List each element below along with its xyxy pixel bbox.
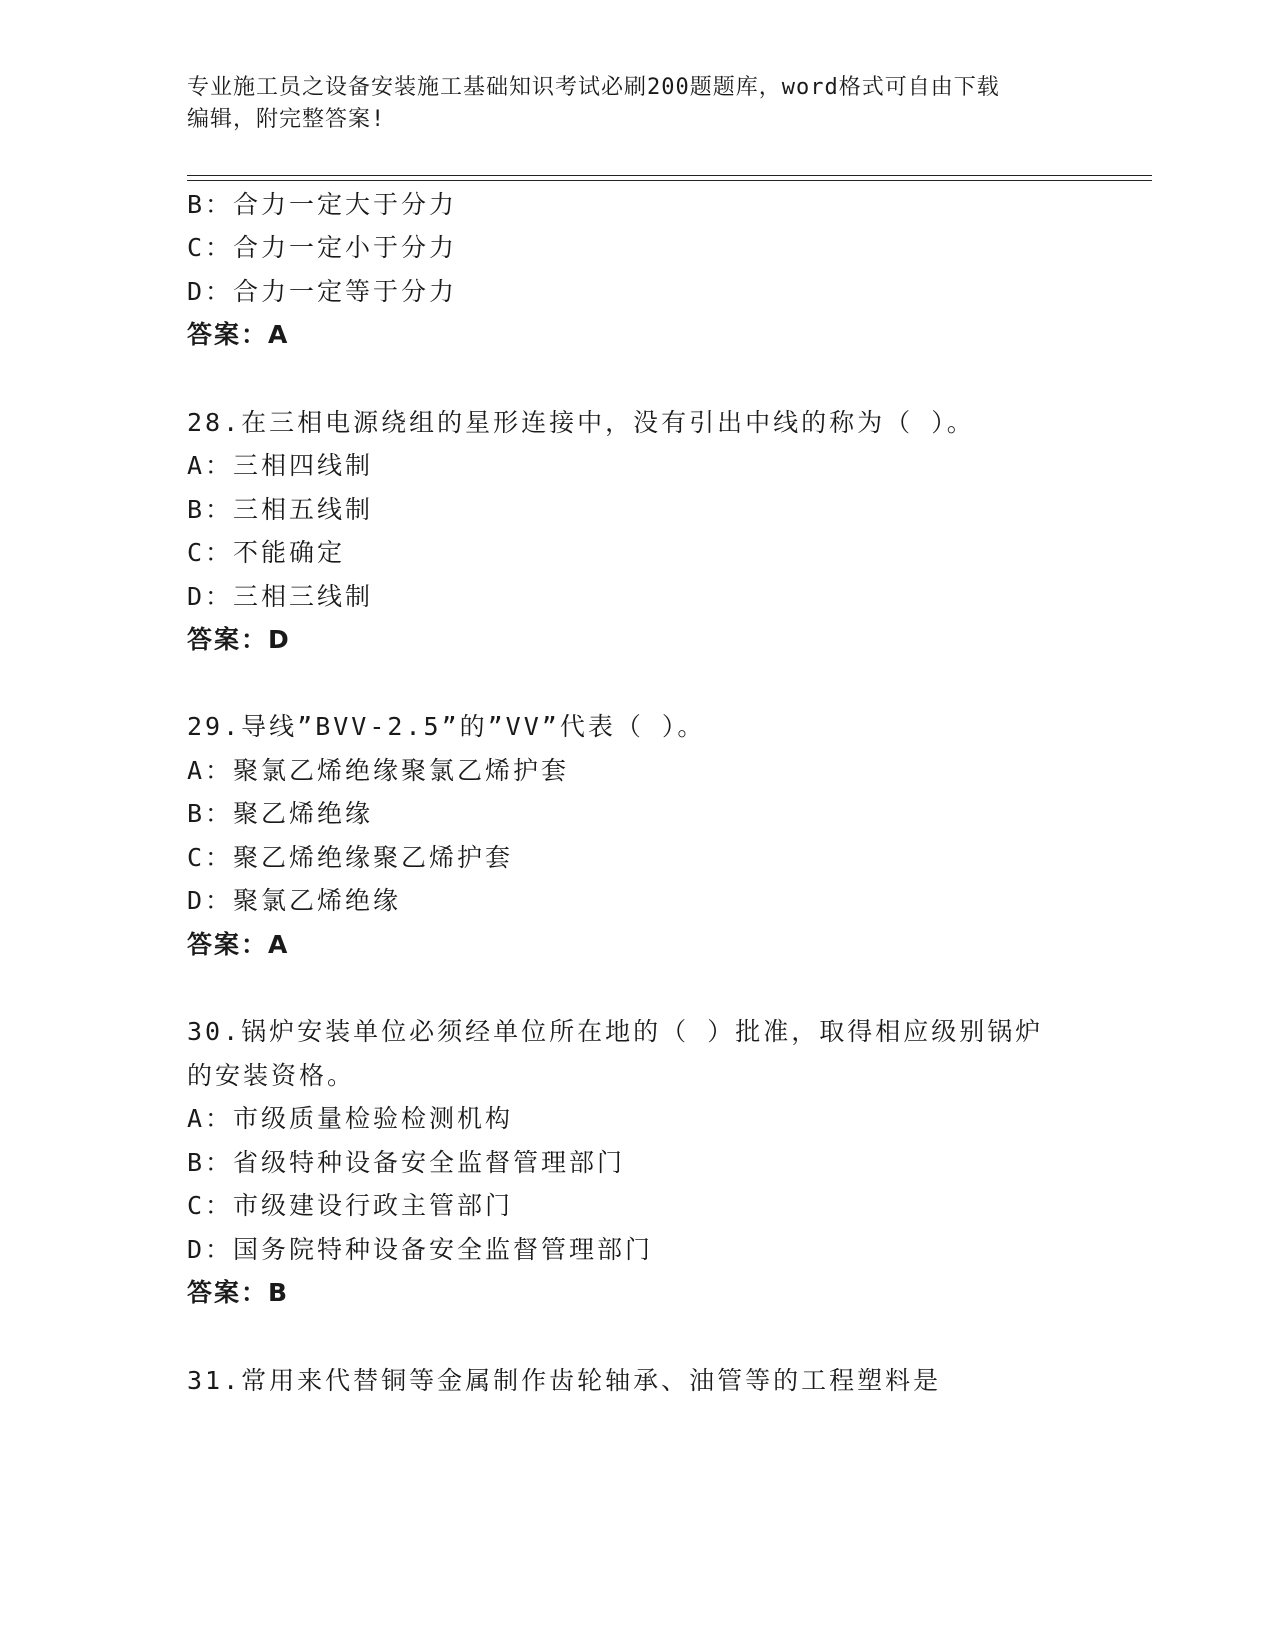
q29-option-b: B：聚乙烯绝缘 [187, 799, 374, 828]
q29-option-c: C：聚乙烯绝缘聚乙烯护套 [187, 843, 514, 872]
q30-option-a: A：市级质量检验检测机构 [187, 1104, 514, 1133]
prev-answer: 答案：A [187, 320, 290, 349]
q28-stem: 28.在三相电源绕组的星形连接中，没有引出中线的称为（ ）。 [187, 408, 975, 437]
q29-option-a: A：聚氯乙烯绝缘聚氯乙烯护套 [187, 756, 570, 785]
q29-answer: 答案：A [187, 930, 290, 959]
q30-stem-line1: 30.锅炉安装单位必须经单位所在地的（ ）批准，取得相应级别锅炉 [187, 1017, 1044, 1046]
q28-option-a: A：三相四线制 [187, 451, 374, 480]
q29-stem: 29.导线”BVV-2.5”的”VV”代表（ ）。 [187, 712, 706, 741]
q30-answer: 答案：B [187, 1278, 290, 1307]
q29-option-d: D：聚氯乙烯绝缘 [187, 886, 402, 915]
prev-option-c: C：合力一定小于分力 [187, 233, 458, 262]
prev-option-d: D：合力一定等于分力 [187, 277, 458, 306]
document-header [187, 72, 1087, 136]
q30-option-d: D：国务院特种设备安全监督管理部门 [187, 1235, 654, 1264]
header-divider-bottom [187, 180, 1152, 181]
q30-stem-line2: 的安装资格。 [187, 1061, 356, 1090]
q28-option-b: B：三相五线制 [187, 495, 374, 524]
q30-option-c: C：市级建设行政主管部门 [187, 1191, 514, 1220]
q28-option-c: C：不能确定 [187, 538, 346, 567]
q28-option-d: D：三相三线制 [187, 582, 374, 611]
q31-stem: 31.常用来代替铜等金属制作齿轮轴承、油管等的工程塑料是 [187, 1366, 942, 1395]
q28-answer: 答案：D [187, 625, 291, 654]
header-title-line2: 编辑，附完整答案! [187, 107, 386, 132]
q30-option-b: B：省级特种设备安全监督管理部门 [187, 1148, 626, 1177]
header-divider-top [187, 175, 1152, 176]
header-title-line1: 专业施工员之设备安装施工基础知识考试必刷200题题库，word格式可自由下载 [187, 75, 1000, 100]
prev-option-b: B：合力一定大于分力 [187, 190, 458, 219]
